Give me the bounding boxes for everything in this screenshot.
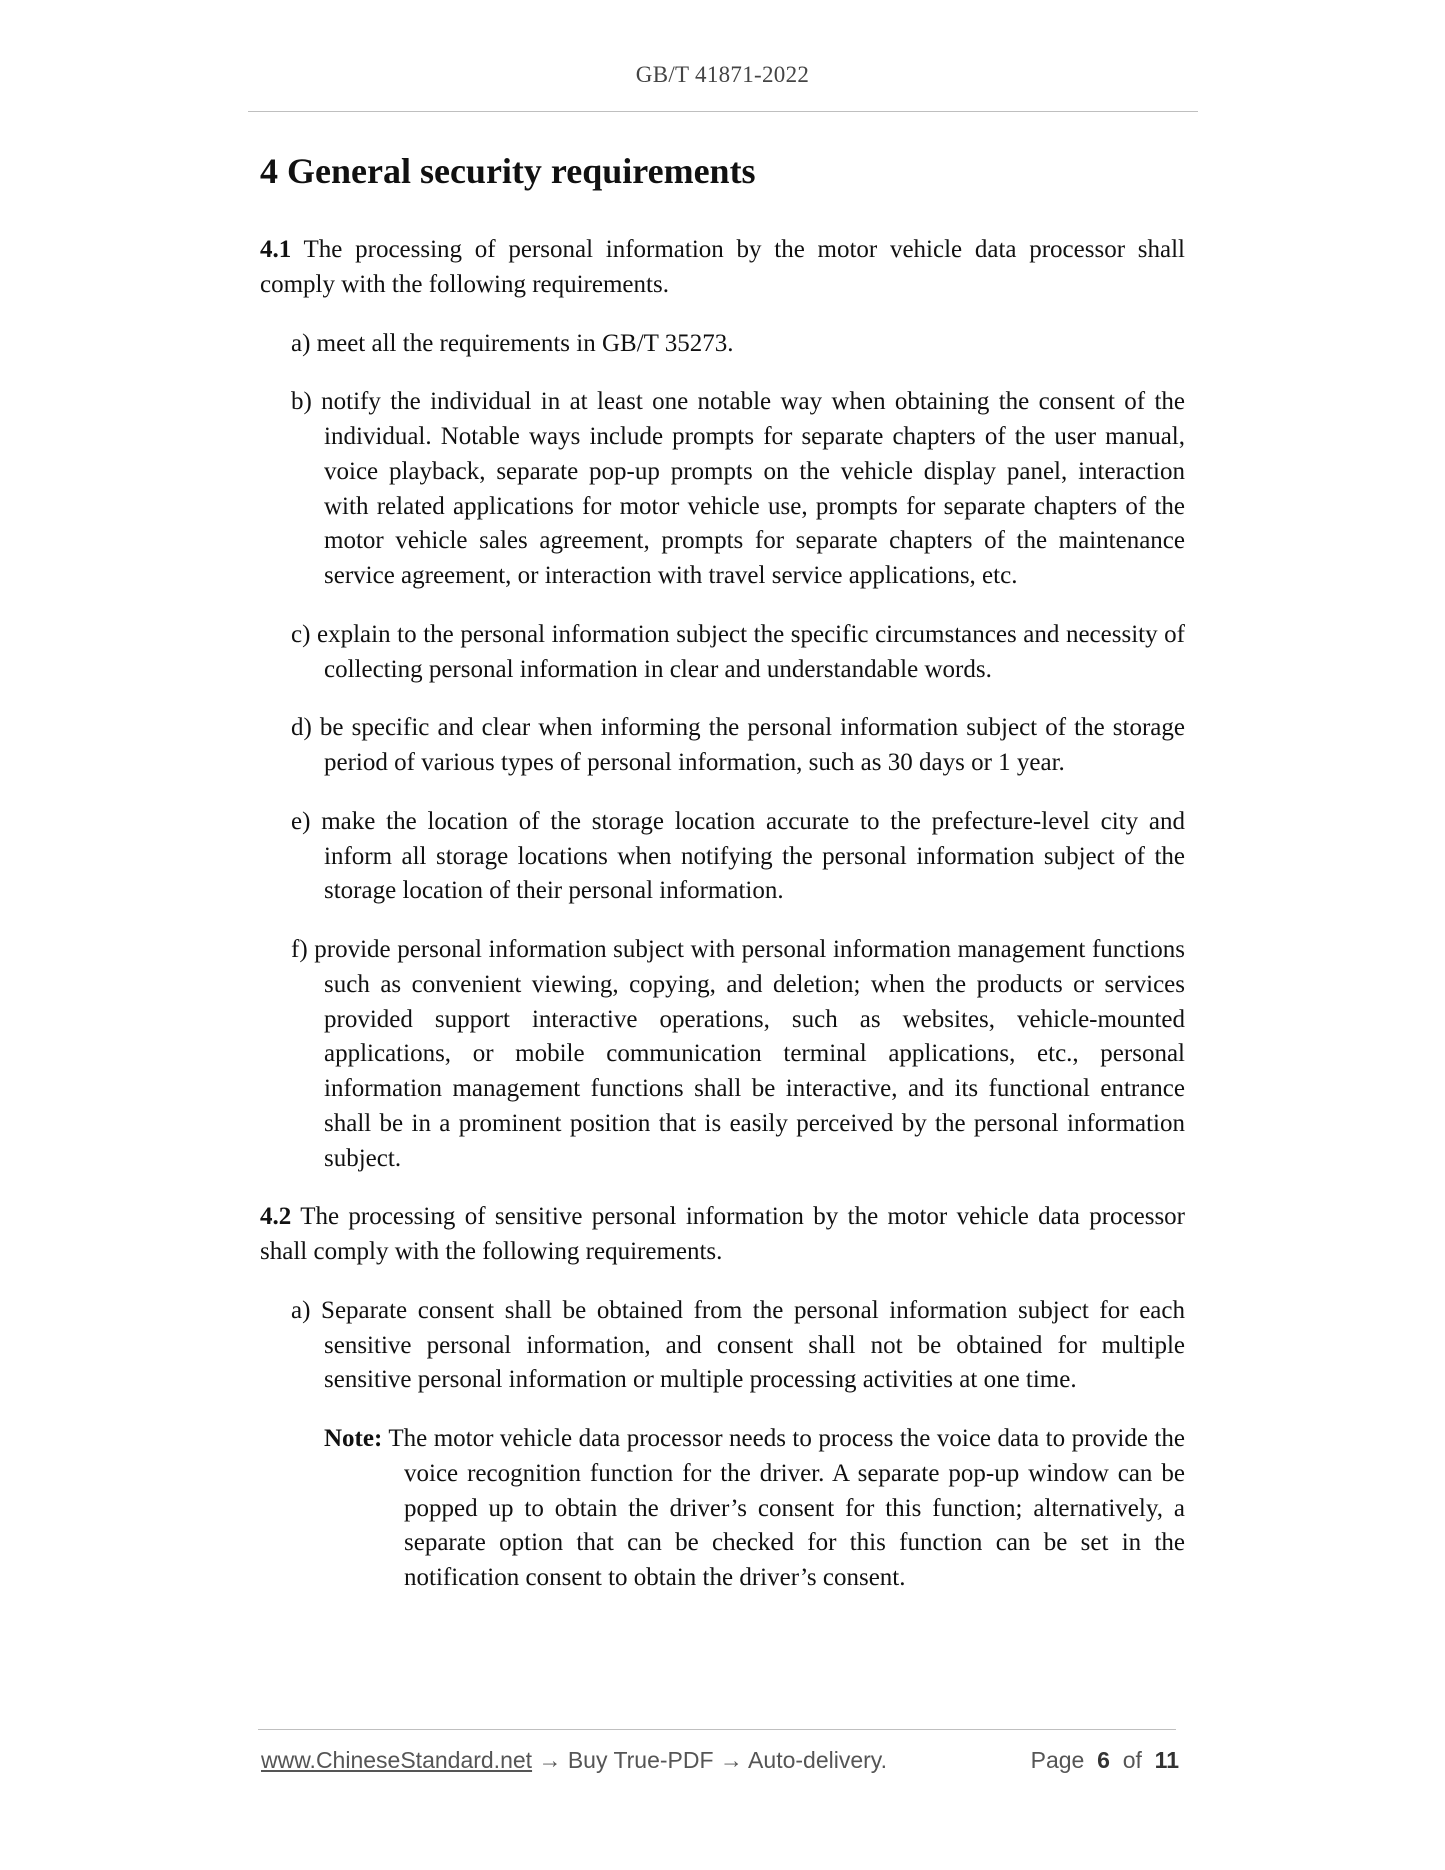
page-current: 6: [1097, 1747, 1110, 1773]
list-item-4-1-e: e) make the location of the storage location accurate to the prefecture-level city and inform all storage locations when notifying the personal information subject of the storage location of their personal information.: [291, 807, 1185, 905]
clause-4-2: [260, 1200, 1185, 1270]
document-header: GB/T 41871-2022: [635, 62, 810, 87]
clause-text: The processing of personal information by the motor vehicle data processor shall comply with the following requirements.: [260, 236, 1185, 298]
clause-4-1: [260, 233, 1185, 303]
page-indicator: [1031, 1747, 1179, 1774]
list-item-4-1-c: c) explain to the personal information subject the specific circumstances and necessity of collecting personal information in clear and understandable words.: [291, 620, 1185, 683]
page-word: Page: [1030, 1747, 1085, 1773]
header-divider: [248, 111, 1198, 112]
site-link[interactable]: www.ChineseStandard.net: [261, 1747, 533, 1773]
list-item-4-1-f: f) provide personal information subject with personal information management functions such as convenient viewing, copying, and deletion; when the products or services provided support interactive operations, such as websites, vehicle-mounted applications, or mobile communication terminal applications, etc., personal information management functions shall be interactive, and its functional entrance shall be in a prominent position that is easily perceived by the personal information subject.: [291, 936, 1185, 1172]
list-item-4-1-d: d) be specific and clear when informing the personal information subject of the storage period of various types of personal information, such as 30 days or 1 year.: [291, 714, 1185, 777]
footer-tagline: → Buy True-PDF → Auto-delivery.: [532, 1747, 887, 1773]
page-total: 11: [1154, 1747, 1179, 1773]
page-footer: [261, 1747, 1179, 1774]
note-text: The motor vehicle data processor needs to process the voice data to provide the voice recognition function for the driver. A separate pop-up window can be popped up to obtain the driver’s consent for this function; alternatively, a separate option that can be checked for this function can be set in the notification consent to obtain the driver’s consent.: [388, 1425, 1185, 1592]
document-body: [260, 150, 1185, 1620]
note-paragraph: [260, 1422, 1185, 1596]
clause-number: 4.1: [260, 236, 292, 264]
note-label: Note:: [324, 1425, 383, 1453]
of-word: of: [1122, 1747, 1142, 1773]
section-title: 4 General security requirements: [260, 151, 756, 191]
footer-divider: [258, 1729, 1176, 1730]
list-item-4-1-b: b) notify the individual in at least one notable way when obtaining the consent of the individual. Notable ways include prompts for separate chapters of the user manual, voice playback, separate pop-up prompts on the vehicle display panel, interaction with related applications for motor vehicle use, prompts for separate chapters of the motor vehicle sales agreement, prompts for separate chapters of the maintenance service agreement, or interaction with travel service applications, etc.: [291, 388, 1185, 590]
list-item-4-1-a: a) meet all the requirements in GB/T 35273.: [291, 329, 734, 357]
clause-text: The processing of sensitive personal information by the motor vehicle data processor shall comply with the following requirements.: [260, 1203, 1185, 1266]
clause-number: 4.2: [260, 1203, 292, 1231]
list-item-4-2-a: a) Separate consent shall be obtained from the personal information subject for each sensitive personal information, and consent shall not be obtained for multiple sensitive personal information or multiple processing activities at one time.: [291, 1296, 1185, 1394]
